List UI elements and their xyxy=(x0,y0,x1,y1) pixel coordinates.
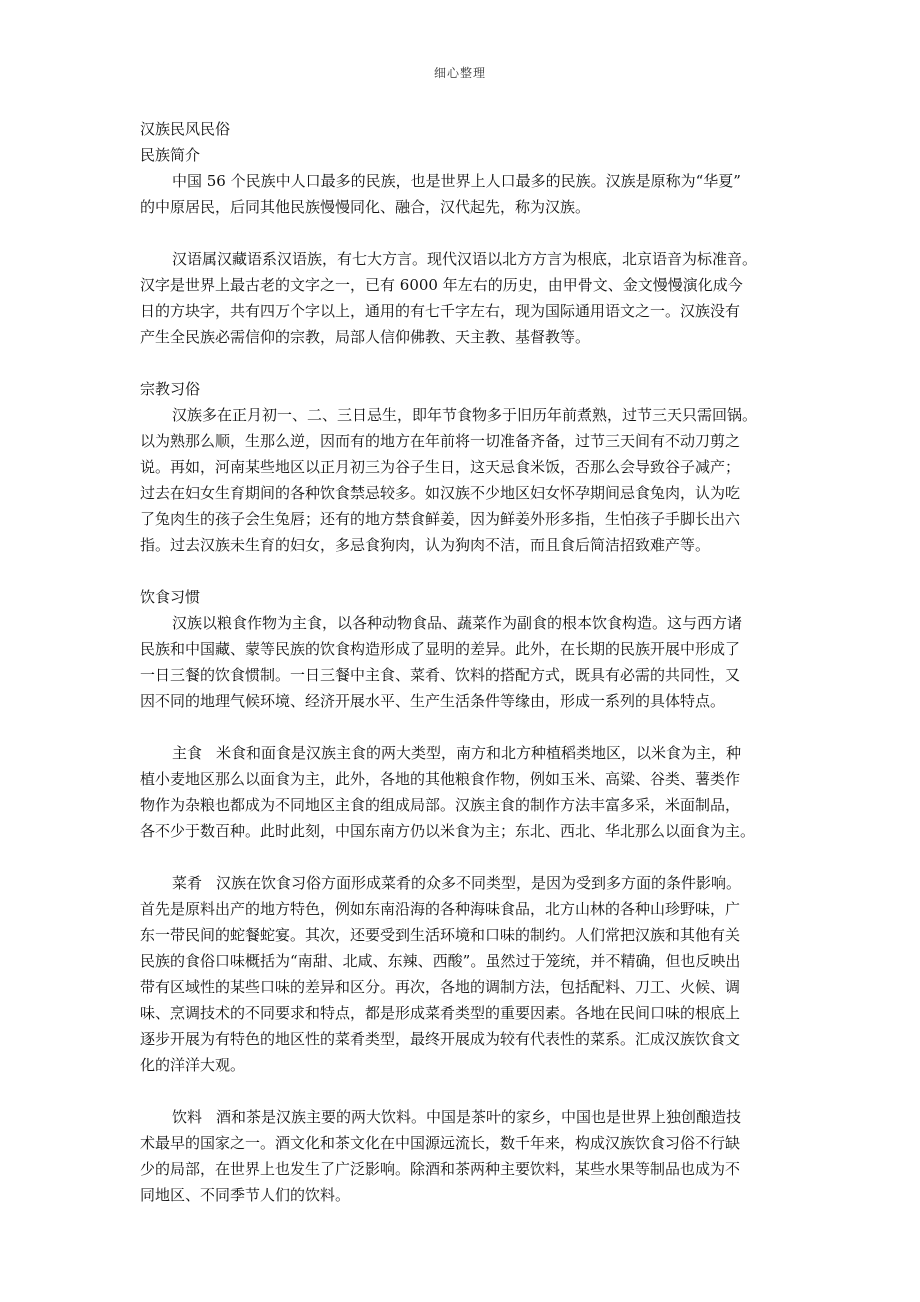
text-run: 汉族在饮食习俗方面形成菜肴的众多不同类型，是因为受到多方面的条件影响。 xyxy=(216,874,742,892)
text-line: 汉语属汉藏语系汉语族，有七大方言。现代汉语以北方方言为根底，北京语音为标准音。 xyxy=(172,250,758,268)
text-line: 术最早的国家之一。酒文化和茶文化在中国源远流长，数千年来，构成汉族饮食习俗不行缺 xyxy=(140,1134,741,1152)
section-heading-religion: 宗教习俗 xyxy=(140,380,201,398)
text-line: 说。再如，河南某些地区以正月初三为谷子生日，这天忌食米饭，否那么会导致谷子减产； xyxy=(140,458,741,476)
text-line: 民族和中国藏、蒙等民族的饮食构造形成了显明的差异。此外，在长期的民族开展中形成了 xyxy=(140,640,741,658)
text-line: 产生全民族必需信仰的宗教，局部人信仰佛教、天主教、基督教等。 xyxy=(140,328,591,346)
paragraph-dishes xyxy=(140,870,782,1078)
spacer xyxy=(140,714,782,740)
paragraph-intro-2 xyxy=(140,246,782,350)
term-drinks: 饮料 xyxy=(172,1108,203,1126)
page-header: 细心整理 xyxy=(433,66,486,80)
text-run: 酒和茶是汉族主要的两大饮料。中国是茶叶的家乡，中国也是世界上独创酿造技 xyxy=(216,1108,742,1126)
text-run: 米食和面食是汉族主食的两大类型，南方和北方种植稻类地区，以米食为主，种 xyxy=(216,744,742,762)
text-line: 汉字是世界上最古老的文字之一，已有 6000 年左右的历史，由甲骨文、金文慢慢演化成今 xyxy=(140,276,743,294)
text-line: 带有区域性的某些口味的差异和区分。再次，各地的调制方法，包括配料、刀工、火候、调 xyxy=(140,978,741,996)
spacer xyxy=(140,350,782,376)
section-heading-diet: 饮食习惯 xyxy=(140,588,201,606)
text-line: 日的方块字，共有四万个字以上，通用的有七千字左右，现为国际通用语文之一。汉族没有 xyxy=(140,302,741,320)
text-line: 以为熟那么顺，生那么逆，因而有的地方在年前将一切准备齐备，过节三天间有不动刀剪之 xyxy=(140,432,741,450)
text-line: 指。过去汉族未生育的妇女，多忌食狗肉，认为狗肉不洁，而且食后简洁招致难产等。 xyxy=(140,536,711,554)
document-title: 汉族民风民俗 xyxy=(140,120,231,138)
text-line: 各不少于数百种。此时此刻，中国东南方仍以米食为主；东北、西北、华北那么以面食为主。 xyxy=(140,822,756,840)
text-line: 中国 56 个民族中人口最多的民族，也是世界上人口最多的民族。汉族是原称为“华夏” xyxy=(172,172,741,190)
text-line: 同地区、不同季节人们的饮料。 xyxy=(140,1186,351,1204)
text-line: 了兔肉生的孩子会生兔唇；还有的地方禁食鲜姜，因为鲜姜外形多指，生怕孩子手脚长出六 xyxy=(140,510,741,528)
spacer xyxy=(140,844,782,870)
paragraph-religion xyxy=(140,402,782,558)
text-line: 植小麦地区那么以面食为主，此外，各地的其他粮食作物，例如玉米、高粱、谷类、薯类作 xyxy=(140,770,741,788)
term-staple-food: 主食 xyxy=(172,744,203,762)
text-line xyxy=(140,1104,782,1130)
paragraph-drinks xyxy=(140,1104,782,1208)
paragraph-intro-1 xyxy=(140,168,782,220)
paragraph-diet xyxy=(140,610,782,714)
spacer xyxy=(140,558,782,584)
text-line: 逐步开展为有特色的地区性的菜肴类型，最终开展成为较有代表性的菜系。汇成汉族饮食文 xyxy=(140,1030,741,1048)
term-dishes: 菜肴 xyxy=(172,874,203,892)
text-line: 一日三餐的饮食惯制。一日三餐中主食、菜肴、饮料的搭配方式，既具有必需的共同性，又 xyxy=(140,666,741,684)
text-line: 物作为杂粮也都成为不同地区主食的组成局部。汉族主食的制作方法丰富多采，米面制品， xyxy=(140,796,741,814)
document-body xyxy=(140,116,782,1208)
text-line: 味、烹调技术的不同要求和特点，都是形成菜肴类型的重要因素。各地在民间口味的根底上 xyxy=(140,1004,741,1022)
text-line: 民族的食俗口味概括为“南甜、北咸、东辣、西酸”。虽然过于笼统，并不精确，但也反映出 xyxy=(140,952,741,970)
spacer xyxy=(140,220,782,246)
text-line: 东一带民间的蛇餐蛇宴。其次，还要受到生活环境和口味的制约。人们常把汉族和其他有关 xyxy=(140,926,741,944)
section-heading-intro: 民族简介 xyxy=(140,146,201,164)
text-line: 少的局部，在世界上也发生了广泛影响。除酒和茶两种主要饮料，某些水果等制品也成为不 xyxy=(140,1160,741,1178)
text-line: 过去在妇女生育期间的各种饮食禁忌较多。如汉族不少地区妇女怀孕期间忌食兔肉，认为吃 xyxy=(140,484,741,502)
text-line: 化的洋洋大观。 xyxy=(140,1056,246,1074)
text-line xyxy=(140,740,782,766)
spacer xyxy=(140,1078,782,1104)
text-line: 汉族多在正月初一、二、三日忌生，即年节食物多于旧历年前煮熟，过节三天只需回锅。 xyxy=(172,406,758,424)
text-line: 因不同的地理气候环境、经济开展水平、生产生活条件等缘由，形成一系列的具体特点。 xyxy=(140,692,726,710)
paragraph-staple-food xyxy=(140,740,782,844)
text-line xyxy=(140,870,782,896)
text-line: 汉族以粮食作物为主食，以各种动物食品、蔬菜作为副食的根本饮食构造。这与西方诸 xyxy=(172,614,743,632)
text-line: 首先是原料出产的地方特色，例如东南沿海的各种海味食品，北方山林的各种山珍野味，广 xyxy=(140,900,741,918)
text-line: 的中原居民，后同其他民族慢慢同化、融合，汉代起先，称为汉族。 xyxy=(140,198,591,216)
